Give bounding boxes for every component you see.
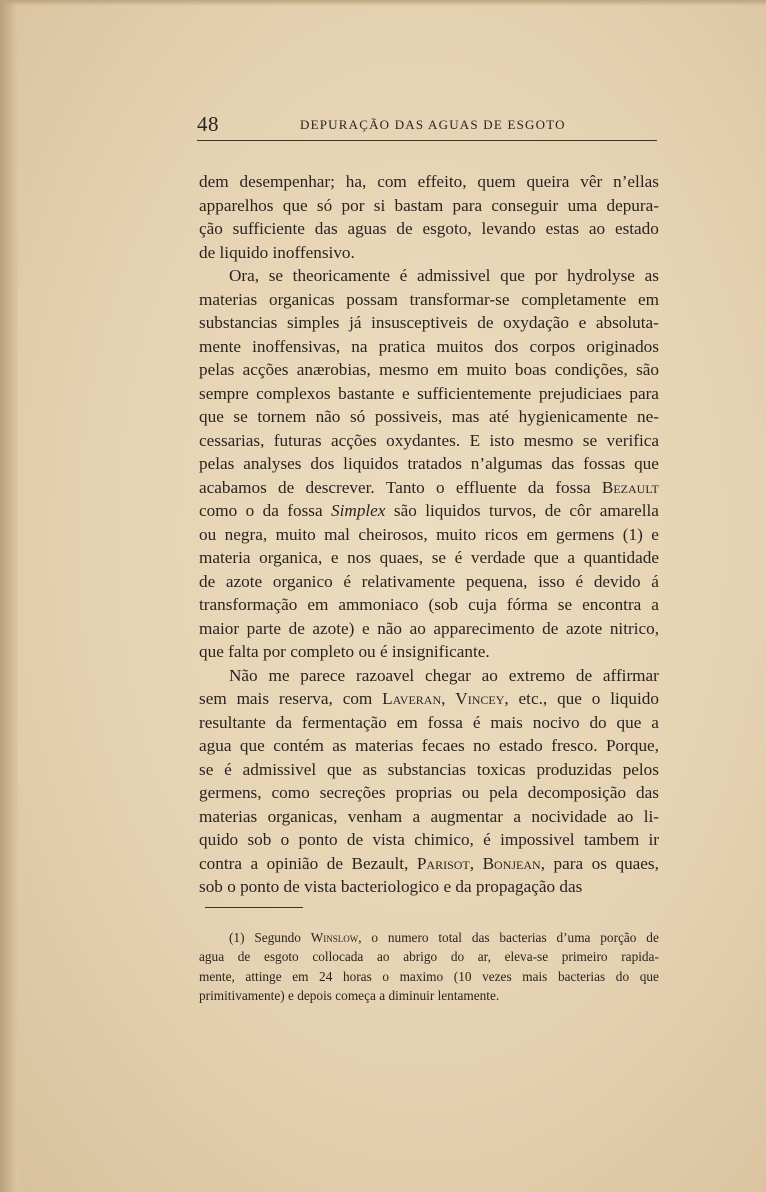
text-line: de azote organico é relativamente pequena, isso é devido á bbox=[199, 571, 659, 591]
text-line: sob o ponto de vista bacteriologico e da propagação das bbox=[199, 877, 583, 896]
footnote-line: primitivamente) e depois começa a diminuir lentamente. bbox=[199, 988, 500, 1004]
text-line: que se tornem não só possiveis, mas até hygienicamente ne- bbox=[199, 407, 659, 426]
text-line: contra a opinião de Bezault, Parisot, Bonjean, para os quaes, bbox=[199, 853, 659, 873]
text-line: ção sufficiente das aguas de esgoto, levando estas ao estado bbox=[199, 219, 659, 238]
footnote-rule bbox=[205, 907, 303, 908]
text-line: que falta por completo ou é insignificante. bbox=[199, 642, 490, 661]
text-line: ou negra, muito mal cheirosos, muito ricos em germens (1) e bbox=[199, 524, 659, 544]
page-number: 48 bbox=[197, 112, 219, 136]
text-line: materias organicas possam transformar-se completamente em bbox=[199, 289, 659, 309]
page-header bbox=[197, 112, 657, 142]
text-line: germens, como secreções proprias ou pela decomposição das bbox=[199, 783, 659, 802]
text-line: mente inoffensivas, na pratica muitos dos corpos originados bbox=[199, 336, 659, 356]
text-line: agua que contém as materias fecaes no estado fresco. Porque, bbox=[199, 736, 659, 755]
text-line: materia organica, e nos quaes, se é verdade que a quantidade bbox=[199, 548, 659, 567]
text-line: resultante da fermentação em fossa é mais nocivo do que a bbox=[199, 712, 659, 732]
text-line: maior parte de azote) e não ao apparecimento de azote nitrico, bbox=[199, 618, 659, 638]
footnote-line: mente, attinge em 24 horas o maximo (10 vezes mais bacterias do que bbox=[199, 968, 659, 984]
page-binding-edge bbox=[0, 0, 18, 1192]
text-line: como o da fossa Simplex são liquidos turvos, de côr amarella bbox=[199, 501, 659, 520]
text-line: se é admissivel que as substancias toxicas produzidas pelos bbox=[199, 759, 659, 779]
footnote-line: agua de esgoto collocada ao abrigo do ar, eleva-se primeiro rapida- bbox=[199, 949, 659, 965]
footnote-line: (1) Segundo Winslow, o numero total das bacterias d’uma porção de bbox=[229, 930, 659, 945]
text-line: quido sob o ponto de vista chimico, é impossivel tambem ir bbox=[199, 830, 659, 849]
text-line: de liquido inoffensivo. bbox=[199, 242, 355, 262]
text-line: substancias simples já insusceptiveis de oxydação e absoluta- bbox=[199, 313, 659, 332]
text-line: pelas analyses dos liquidos tratados n’algumas das fossas que bbox=[199, 454, 659, 473]
text-line: cessarias, futuras acções oxydantes. E isto mesmo se verifica bbox=[199, 430, 659, 450]
text-line: acabamos de descrever. Tanto o effluente da fossa Bezault bbox=[199, 477, 659, 497]
text-line: sempre complexos bastante e sufficientemente prejudiciaes para bbox=[199, 383, 659, 403]
text-line: materias organicas, venham a augmentar a nocividade ao li- bbox=[199, 806, 659, 826]
text-line: transformação em ammoniaco (sob cuja fórma se encontra a bbox=[199, 595, 659, 614]
text-line: dem desempenhar; ha, com effeito, quem queira vêr n’ellas bbox=[199, 172, 659, 191]
body-text bbox=[199, 170, 659, 899]
page-top-edge bbox=[0, 0, 766, 6]
footnote bbox=[199, 928, 659, 1006]
text-line: sem mais reserva, com Laveran, Vincey, etc., que o liquido bbox=[199, 689, 659, 708]
text-line: apparelhos que só por si bastam para conseguir uma depura- bbox=[199, 195, 659, 215]
text-line: Não me parece razoavel chegar ao extremo de affirmar bbox=[229, 665, 659, 685]
text-line: Ora, se theoricamente é admissivel que por hydrolyse as bbox=[229, 266, 659, 285]
header-rule bbox=[197, 140, 657, 141]
text-line: pelas acções anærobias, mesmo em muito boas condições, são bbox=[199, 360, 659, 379]
running-title: DEPURAÇÃO DAS AGUAS DE ESGOTO bbox=[300, 117, 566, 132]
